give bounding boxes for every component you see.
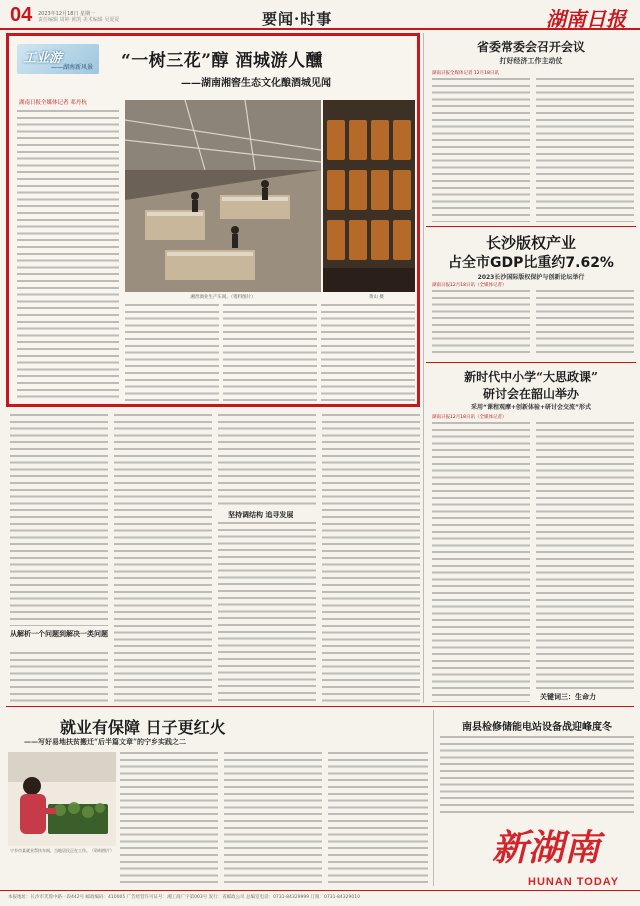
article-body [322, 414, 420, 702]
column-tag-title: 工业游 [23, 51, 63, 66]
article-body [536, 290, 634, 358]
section-divider [426, 362, 636, 363]
issue-date: 2023年12月18日 星期一 [38, 11, 96, 17]
right-article-1-byline: 湖南日报全媒体记者 12月18日讯 [432, 71, 499, 76]
section-divider [6, 706, 634, 707]
section-title: 要闻·时事 [262, 10, 333, 28]
article-body [440, 736, 634, 814]
photo-caption: 湘窖酒业生产车间。（资料图片） [190, 295, 256, 300]
article-body [224, 752, 322, 886]
right-article-1-subheadline: 打好经济工作主动仗 [499, 57, 563, 65]
workshop-photo [8, 752, 116, 846]
column-tag [17, 44, 99, 74]
factory-photo [125, 100, 321, 292]
article-body [321, 304, 415, 402]
section-divider [426, 226, 636, 227]
article-body [223, 304, 317, 402]
inline-subtitle: 关键词三：生命力 [540, 693, 596, 701]
featured-subheadline: ——湖南湘窖生态文化酿酒城见闻 [181, 78, 331, 89]
masthead-logo: 湖南日报 [546, 7, 626, 31]
bottom-article-subheadline: ——写好易地扶贫搬迁“后半篇文章”的宁乡实践之二 [24, 737, 187, 746]
article-body [218, 522, 316, 702]
brand-logo: 新湖南 [492, 827, 601, 869]
article-body [114, 414, 212, 702]
right-article-1-headline: 省委常委会召开会议 [476, 40, 585, 54]
right-article-3-subheadline: 采用“课程观摩+创新体验+研讨会交流”形式 [471, 404, 591, 411]
brand-logo-english: HUNAN TODAY [528, 876, 620, 888]
article-body [10, 414, 108, 626]
page-number: 04 [10, 4, 33, 26]
featured-byline: 湖南日报全媒体记者 邓丹杭 [19, 100, 87, 106]
article-body [536, 422, 634, 690]
article-body [432, 422, 530, 702]
article-body [17, 110, 119, 402]
article-body [120, 752, 218, 886]
article-body [125, 304, 219, 402]
column-tag-subtitle: ——湖南新风景 [51, 64, 94, 71]
right-article-2-headline-line2: 占全市GDP比重约7.62% [448, 255, 614, 271]
article-body [328, 752, 428, 886]
photo-credit: 黄山 摄 [369, 295, 384, 300]
inline-subtitle: 从解析一个问题到解决一类问题 [10, 630, 108, 638]
article-body [10, 652, 108, 702]
column-divider [423, 33, 424, 703]
right-article-2-headline: 长沙版权产业 [485, 234, 576, 252]
section-divider [433, 710, 434, 886]
photo-caption: 宁乡市某就业帮扶车间，当地居民正在工作。（资料图片） [10, 848, 114, 853]
article-body [218, 414, 316, 506]
warehouse-photo [323, 100, 415, 292]
page-header [0, 0, 640, 30]
right-article-3-headline-line2: 研讨会在韶山举办 [482, 387, 579, 401]
right-article-2-byline: 湖南日报12月18日讯（全媒体记者） [432, 283, 507, 288]
featured-article [6, 33, 420, 407]
right-article-3-byline: 湖南日报12月18日讯（全媒体记者） [432, 415, 507, 420]
right-article-2-subheadline: 2023长沙国际版权保护与创新论坛举行 [477, 274, 585, 281]
featured-headline: “一树三花”醇 酒城游人醺 [121, 51, 323, 71]
article-body [536, 78, 634, 222]
page-footer: 本报地址：长沙市芙蓉中路一段442号 邮政编码：410005 广告经营许可证号：湘工商广字第003号 发行：省邮政公司 总编室电话：0731-84329999 订阅：0731-84329010 [0, 890, 640, 906]
bottom-article-headline: 就业有保障 日子更红火 [60, 718, 226, 737]
article-body [432, 78, 530, 222]
inline-subtitle: 坚持调结构 追寻发展 [228, 511, 294, 519]
editor-credits: 责任编辑 周婷 黄凯 美术编辑 吴夏夏 [38, 17, 120, 23]
bottom-right-headline: 南县检修储能电站设备战迎峰度冬 [462, 722, 612, 733]
article-body [432, 290, 530, 358]
right-article-3-headline: 新时代中小学“大思政课” [464, 370, 598, 384]
